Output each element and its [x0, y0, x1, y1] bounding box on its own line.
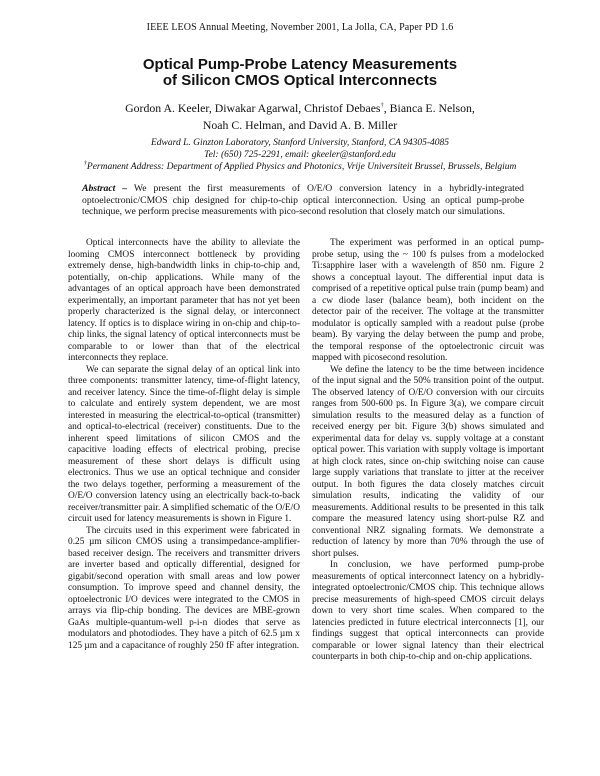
affiliation-contact: Tel: (650) 725-2291, email: gkeeler@stanford.edu: [204, 150, 396, 160]
author-list: [0, 100, 600, 134]
abstract-label: Abstract –: [82, 183, 128, 194]
right-column: [312, 238, 544, 664]
conference-header: IEEE LEOS Annual Meeting, November 2001, La Jolla, CA, Paper PD 1.6: [146, 22, 454, 33]
permanent-address: Permanent Address: Department of Applied Physics and Photonics, Vrije Universiteit Brussel, Brussels, Belgium: [86, 162, 517, 172]
affiliation-permanent: [0, 159, 600, 173]
left-column: [68, 238, 300, 652]
title-line-1: Optical Pump-Probe Latency Measurements: [142, 56, 458, 73]
title-line-2: of Silicon CMOS Optical Interconnects: [162, 72, 438, 89]
paragraph: The experiment was performed in an optical pump-probe setup, using the ~ 100 fs pulses from a modelocked Ti:sapphire laser with a wavelength of 850 nm. Figure 2 shows a conceptual layout. The differential input data is comprised of a repetitive optical pulse train (pump beam) and a cw diode laser (balance beam), both incident on the detector pair of the receiver. The voltage at the transmitter modulator is optically sampled with a readout pulse (probe beam). By varying the delay between the pump and probe, the temporal response of the optoelectronic circuit was mapped with picosecond resolution.: [312, 238, 544, 363]
paper-title: [0, 57, 600, 89]
authors-line-1-start: Gordon A. Keeler, Diwakar Agarwal, Christof Debaes: [125, 101, 381, 115]
authors-line-1-end: , Bianca E. Nelson,: [383, 101, 475, 115]
abstract: [82, 183, 524, 218]
paragraph: We can separate the signal delay of an optical link into three components: transmitter latency, time-of-flight latency, and receiver latency. Since the time-of-flight delay is simple to calculate and entirely system dependent, we are most interested in measuring the electrical-to-optical (transmitter) and optical-to-electrical (receiver) constituents. Due to the inherent speed limitations of silicon CMOS and the capacitive loading effects of electrical probing, precise measurement of these short delays is difficult using electronics. Thus we use an optical technique and consider the two delays together, performing a measurement of the O/E/O conversion latency using an electrically back-to-back receiver/transmitter pair. A simplified schematic of the O/E/O circuit used for latency measurements is shown in Figure 1.: [68, 364, 300, 524]
dagger-mark: †: [380, 102, 384, 110]
abstract-text: We present the first measurements of O/E/O conversion latency in a hybridly-integrated optoelectronic/CMOS chip designed for chip-to-chip optical interconnection. Using an optical pump-probe technique, we perform precise measurements with pico-second resolution that closely match our simulations.: [82, 183, 524, 218]
paragraph: Optical interconnects have the ability to alleviate the looming CMOS interconnect bottleneck by providing extremely dense, high-bandwidth links in chip-to-chip and, potentially, on-chip applications. While many of the advantages of an optical approach have been demonstrated experimentally, an important parameter that has not yet been properly characterized is the signal delay, or interconnect latency. If optics is to displace wiring in on-chip and chip-to-chip links, the signal latency of optical interconnects must be comparable to or lower than that of the electrical interconnects they replace.: [68, 238, 300, 363]
authors-line-1: [0, 100, 600, 117]
authors-line-2: Noah C. Helman, and David A. B. Miller: [202, 118, 398, 132]
paragraph: We define the latency to be the time between incidence of the input signal and the 50% transition point of the output. The observed latency of O/E/O conversion with our circuits ranges from 500-600 ps. In Figure 3(a), we compare circuit simulation results to the measured delay as a function of received energy per bit. Figure 3(b) shows simulated and experimental data for delay vs. supply voltage at a constant optical power. This variation with supply voltage is important at high clock rates, since on-chip switching noise can cause large supply variations that translate to jitter at the receiver output. In both figures the data closely matches circuit simulation results, indicating the validity of our measurements. Additional results to be presented in this talk compare the measured latency using short-pulse RZ and conventional NRZ signaling formats. We demonstrate a reduction of latency by more than 70% through the use of short pulses.: [312, 364, 544, 559]
perm-dagger-mark: †: [83, 159, 87, 167]
paragraph: The circuits used in this experiment were fabricated in 0.25 µm silicon CMOS using a transimpedance-amplifier-based receiver design. The receivers and transmitter drivers are inverter based and optically differential, designed for gigabit/second operation with small areas and low power consumption. To improve speed and channel density, the optoelectronic I/O devices were integrated to the CMOS in arrays via flip-chip bonding. The devices are MBE-grown GaAs multiple-quantum-well p-i-n diodes that serve as modulators and photodiodes. They have a pitch of 62.5 µm x 125 µm and a capacitance of roughly 250 fF after integration.: [68, 525, 300, 651]
paragraph: In conclusion, we have performed pump-probe measurements of optical interconnect latency on a hybridly-integrated optoelectronic/CMOS chip. This technique allows precise measurements of high-speed CMOS circuit delays down to very short time scales. When compared to the latencies predicted in future electrical interconnects [1], our findings suggest that optical interconnects can provide comparable or lower signal latency than their electrical counterparts in both chip-to-chip and on-chip applications.: [312, 560, 544, 662]
affiliation-primary: Edward L. Ginzton Laboratory, Stanford University, Stanford, CA 94305-4085: [150, 138, 450, 148]
